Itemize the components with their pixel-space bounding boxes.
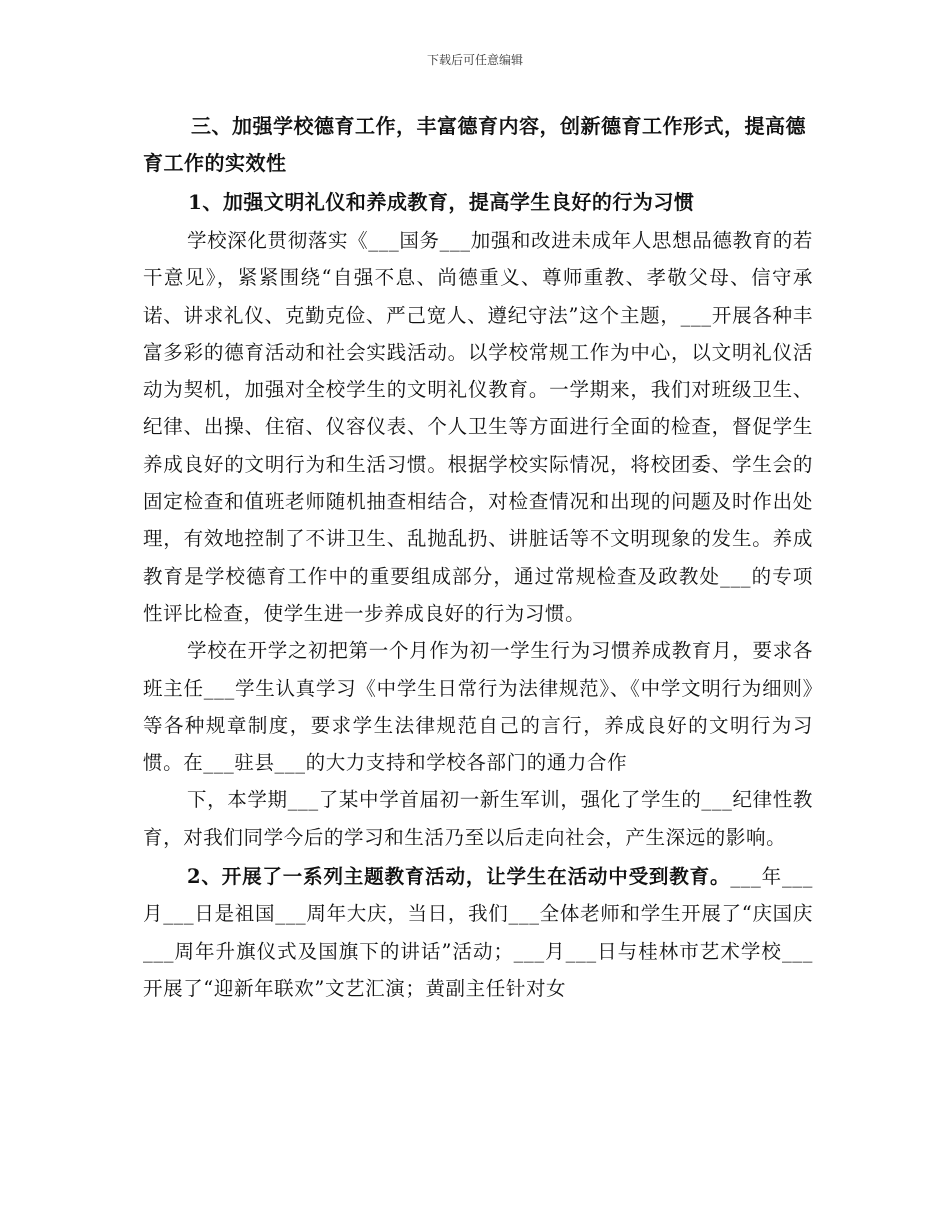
paragraph-etiquette-education: 学校深化贯彻落实《___国务___加强和改进未成年人思想品德教育的若干意见》，紧紧围绕“自强不息、尚德重义、尊师重教、孝敬父母、信守承诺、讲求礼仪、克勤克俭、严己宽人、遵纪守法”这个主题，___开展各种丰富多彩的德育活动和社会实践活动。以学校常规工作为中心，以文明礼仪活动为契机，加强对全校学生的文明礼仪教育。一学期来，我们对班级卫生、纪律、出操、住宿、仪容仪表、个人卫生等方面进行全面的检查，督促学生养成良好的文明行为和生活习惯。根据学校实际情况，将校团委、学生会的固定检查和值班老师随机抽查相结合，对检查情况和出现的问题及时作出处理，有效地控制了不讲卫生、乱抛乱扔、讲脏话等不文明现象的发生。养成教育是学校德育工作中的重要组成部分，通过常规检查及政教处___的专项性评比检查，使学生进一步养成良好的行为习惯。 — [143, 229, 813, 625]
subsection-heading-2: 2、开展了一系列主题教育活动，让学生在活动中受到教育。 — [187, 865, 731, 889]
document-body — [143, 108, 813, 1007]
section-heading-3: 三、加强学校德育工作，丰富德育内容，创新德育工作形式，提高德育工作的实效性 — [143, 114, 806, 175]
page-header-note: 下载后可任意编辑 — [426, 53, 523, 67]
theme-activities-text: ___年___月___日是祖国___周年大庆，当日，我们___全体老师和学生开展了“庆国庆___周年升旗仪式及国旗下的讲话”活动；___月___日与桂林市艺术学校___开展了“迎新年联欢”文艺汇演；黄副主任针对女 — [143, 865, 813, 1000]
subsection-heading-1: 1、加强文明礼仪和养成教育，提高学生良好的行为习惯 — [188, 190, 695, 214]
paragraph-habit-month: 学校在开学之初把第一个月作为初一学生行为习惯养成教育月，要求各班主任___学生认真学习《中学生日常行为法律规范》、《中学文明行为细则》等各种规章制度，要求学生法律规范自己的言行，养成良好的文明行为习惯。在___驻县___的大力支持和学校各部门的通力合作 — [143, 639, 813, 775]
paragraph-theme-activities — [143, 858, 813, 1007]
paragraph-military-training: 下，本学期___了某中学首届初一新生军训，强化了学生的___纪律性教育，对我们同学今后的学习和生活乃至以后走向社会，产生深远的影响。 — [143, 788, 813, 849]
